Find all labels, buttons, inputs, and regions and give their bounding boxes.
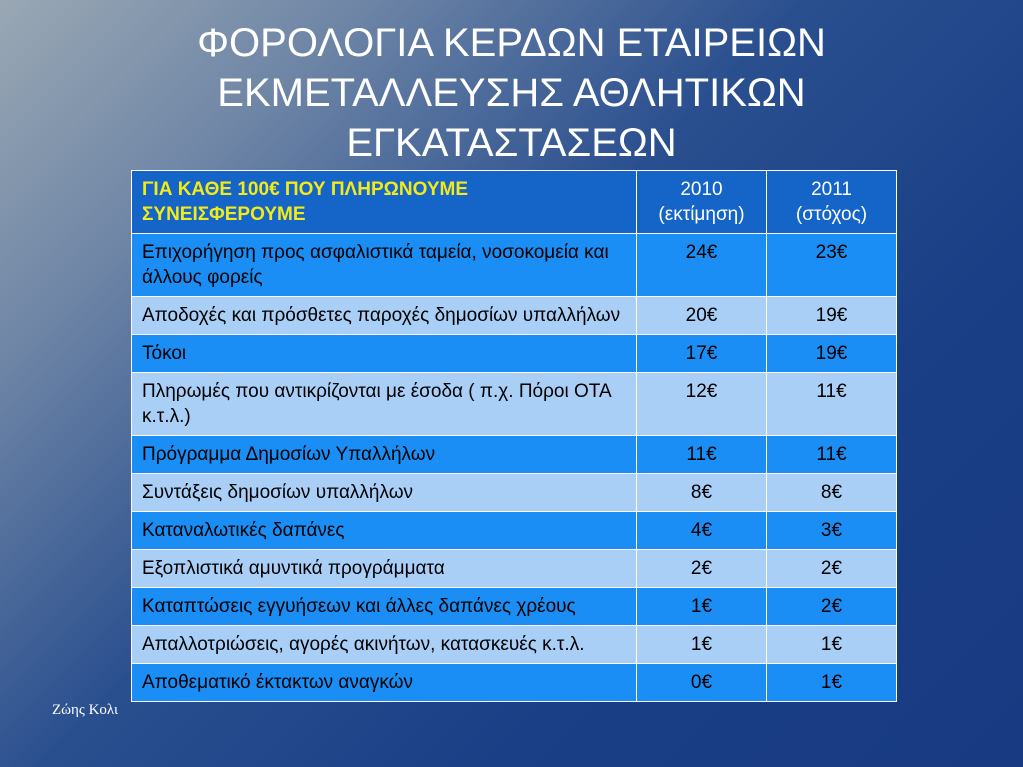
row-value-2010: 2€ [637,550,767,588]
table-row [132,588,897,626]
row-label: Πληρωμές που αντικρίζονται με έσοδα ( π.χ. Πόροι ΟΤΑ κ.τ.λ.) [132,373,637,436]
row-label: Αποθεματικό έκτακτων αναγκών [132,664,637,702]
header-2010: 2010 (εκτίμηση) [637,171,767,234]
row-value-2010: 11€ [637,436,767,474]
contribution-table [131,170,897,702]
row-label: Αποδοχές και πρόσθετες παροχές δημοσίων υπαλλήλων [132,297,637,335]
row-value-2010: 24€ [637,234,767,297]
table-row [132,297,897,335]
header-label: ΓΙΑ ΚΑΘΕ 100€ ΠΟΥ ΠΛΗΡΩΝΟΥΜΕ ΣΥΝΕΙΣΦΕΡΟΥΜΕ [132,171,637,234]
table-row [132,664,897,702]
table-header-row [132,171,897,234]
table-row [132,373,897,436]
row-value-2011: 23€ [767,234,897,297]
slide-title [0,18,1023,168]
row-value-2011: 11€ [767,436,897,474]
row-value-2010: 20€ [637,297,767,335]
table-row [132,474,897,512]
row-value-2011: 1€ [767,664,897,702]
row-value-2011: 3€ [767,512,897,550]
row-label: Καταπτώσεις εγγυήσεων και άλλες δαπάνες χρέους [132,588,637,626]
header-2011: 2011 (στόχος) [767,171,897,234]
row-value-2010: 12€ [637,373,767,436]
row-label: Τόκοι [132,335,637,373]
row-value-2010: 17€ [637,335,767,373]
row-value-2011: 11€ [767,373,897,436]
table-row [132,436,897,474]
row-value-2010: 0€ [637,664,767,702]
row-value-2011: 19€ [767,297,897,335]
footer-author: Ζώης Κολι [52,702,119,718]
slide-title-line-3: ΕΓΚΑΤΑΣΤΑΣΕΩΝ [346,121,677,165]
row-value-2011: 2€ [767,588,897,626]
row-value-2011: 2€ [767,550,897,588]
slide-title-line-2: ΕΚΜΕΤΑΛΛΕΥΣΗΣ ΑΘΛΗΤΙΚΩΝ [217,71,806,115]
row-label: Απαλλοτριώσεις, αγορές ακινήτων, κατασκευές κ.τ.λ. [132,626,637,664]
row-value-2010: 1€ [637,588,767,626]
table-row [132,626,897,664]
row-value-2010: 4€ [637,512,767,550]
table-row [132,512,897,550]
slide-title-line-1: ΦΟΡΟΛΟΓΙΑ ΚΕΡΔΩΝ ΕΤΑΙΡΕΙΩΝ [197,21,826,65]
row-value-2010: 1€ [637,626,767,664]
row-value-2010: 8€ [637,474,767,512]
row-label: Επιχορήγηση προς ασφαλιστικά ταμεία, νοσοκομεία και άλλους φορείς [132,234,637,297]
table-row [132,550,897,588]
row-value-2011: 19€ [767,335,897,373]
row-label: Συντάξεις δημοσίων υπαλλήλων [132,474,637,512]
row-label: Καταναλωτικές δαπάνες [132,512,637,550]
table-row [132,335,897,373]
row-value-2011: 1€ [767,626,897,664]
table-row [132,234,897,297]
row-label: Πρόγραμμα Δημοσίων Υπαλλήλων [132,436,637,474]
row-value-2011: 8€ [767,474,897,512]
row-label: Εξοπλιστικά αμυντικά προγράμματα [132,550,637,588]
